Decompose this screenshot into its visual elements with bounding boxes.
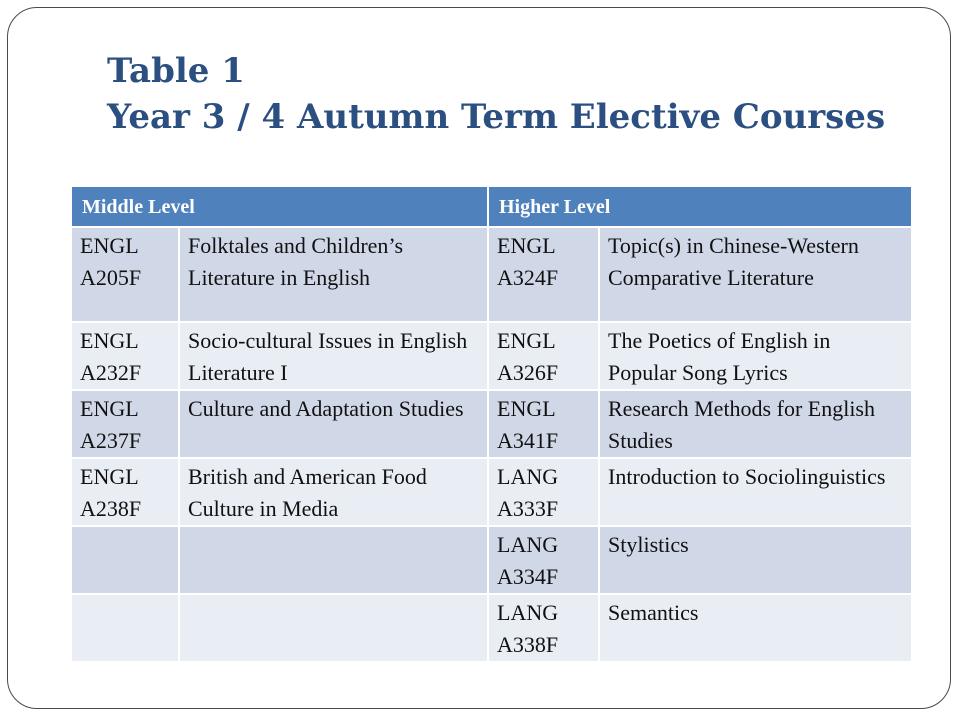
higher-course-code: LANG A334F bbox=[488, 526, 599, 594]
higher-course-code: ENGL A341F bbox=[488, 390, 599, 458]
header-higher-level: Higher Level bbox=[488, 187, 911, 227]
middle-course-code bbox=[72, 594, 179, 661]
middle-course-code: ENGL A205F bbox=[72, 227, 179, 322]
title-line-1: Table 1 bbox=[107, 51, 245, 91]
higher-course-code: LANG A333F bbox=[488, 458, 599, 526]
higher-course-title: Introduction to Sociolinguistics bbox=[599, 458, 911, 526]
middle-course-title: Folktales and Children’s Literature in English bbox=[179, 227, 488, 322]
middle-course-code: ENGL A237F bbox=[72, 390, 179, 458]
higher-course-title: Semantics bbox=[599, 594, 911, 661]
table-row bbox=[72, 458, 911, 526]
higher-course-title: The Poetics of English in Popular Song Lyrics bbox=[599, 322, 911, 390]
middle-course-code: ENGL A232F bbox=[72, 322, 179, 390]
table-row bbox=[72, 390, 911, 458]
elective-courses-table bbox=[72, 187, 911, 661]
higher-course-code: ENGL A326F bbox=[488, 322, 599, 390]
higher-course-title: Topic(s) in Chinese-Western Comparative Literature bbox=[599, 227, 911, 322]
middle-course-title bbox=[179, 526, 488, 594]
middle-course-title: British and American Food Culture in Media bbox=[179, 458, 488, 526]
table-row bbox=[72, 594, 911, 661]
middle-course-code bbox=[72, 526, 179, 594]
middle-course-code: ENGL A238F bbox=[72, 458, 179, 526]
middle-course-title: Culture and Adaptation Studies bbox=[179, 390, 488, 458]
title-line-2: Year 3 / 4 Autumn Term Elective Courses bbox=[107, 97, 886, 137]
header-middle-level: Middle Level bbox=[72, 187, 488, 227]
higher-course-title: Research Methods for English Studies bbox=[599, 390, 911, 458]
higher-course-code: LANG A338F bbox=[488, 594, 599, 661]
slide-title bbox=[107, 48, 907, 140]
table-row bbox=[72, 526, 911, 594]
table-row bbox=[72, 227, 911, 322]
middle-course-title bbox=[179, 594, 488, 661]
table-header-row bbox=[72, 187, 911, 227]
table-row bbox=[72, 322, 911, 390]
higher-course-code: ENGL A324F bbox=[488, 227, 599, 322]
middle-course-title: Socio-cultural Issues in English Literature I bbox=[179, 322, 488, 390]
higher-course-title: Stylistics bbox=[599, 526, 911, 594]
